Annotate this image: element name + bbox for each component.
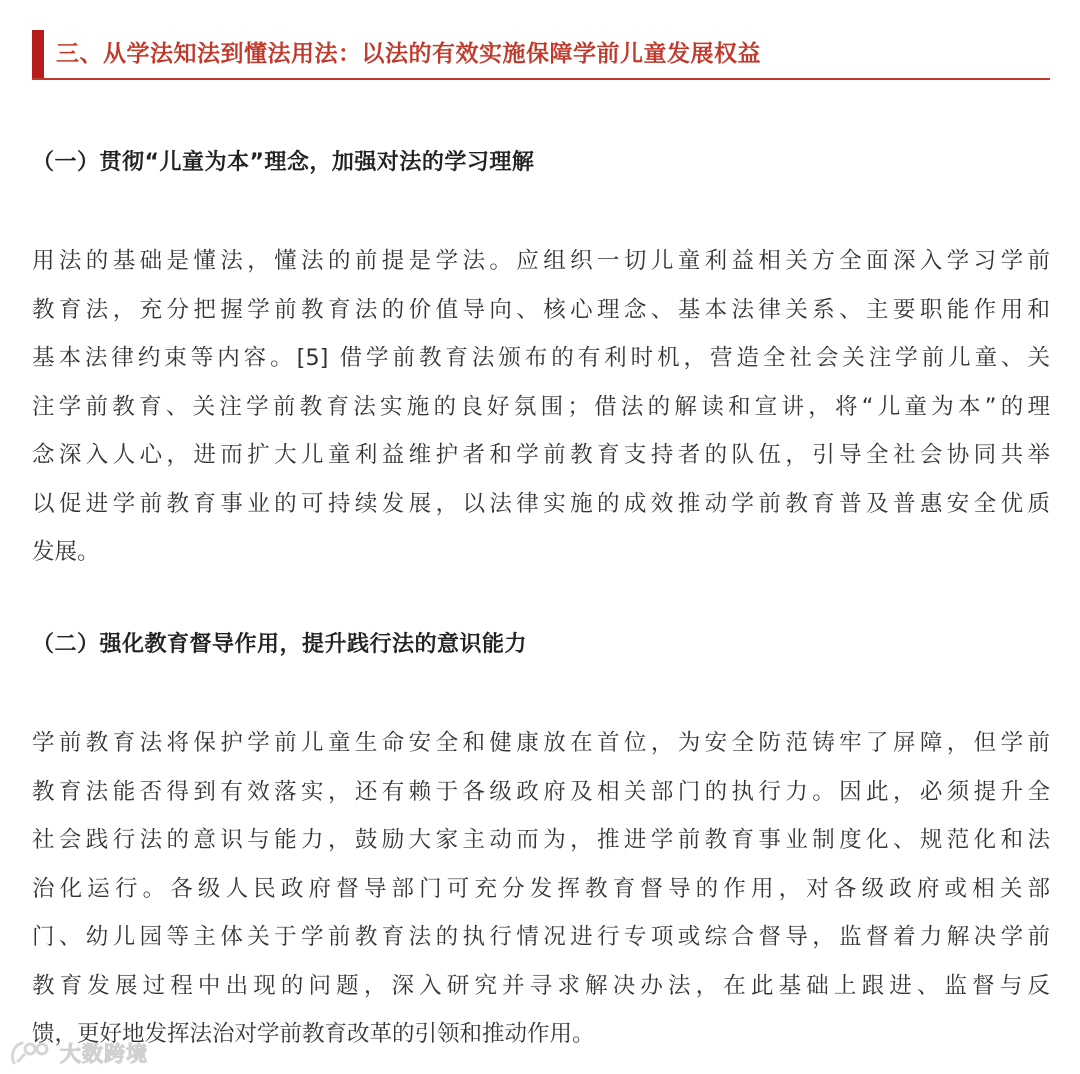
paragraph-line: 学前教育法将保护学前儿童生命安全和健康放在首位，为安全防范铸牢了屏障，但学前 bbox=[32, 730, 1050, 756]
paragraph-line: 门、幼儿园等主体关于学前教育法的执行情况进行专项或综合督导，监督着力解决学前 bbox=[32, 924, 1050, 950]
paragraph-line: 社会践行法的意识与能力，鼓励大家主动而为，推进学前教育事业制度化、规范化和法 bbox=[32, 827, 1050, 853]
subsection-heading-2: （二）强化教育督导作用，提升践行法的意识能力 bbox=[32, 632, 528, 657]
paragraph-line: 教育法能否得到有效落实，还有赖于各级政府及相关部门的执行力。因此，必须提升全 bbox=[32, 778, 1050, 805]
logo-icon bbox=[8, 1037, 58, 1069]
paragraph-line: 以促进学前教育事业的可持续发展，以法律实施的成效推动学前教育普及普惠安全优质 bbox=[32, 490, 1050, 517]
paragraph-2 bbox=[32, 719, 1050, 1059]
paragraph-1 bbox=[32, 237, 1050, 577]
paragraph-line: 用法的基础是懂法，懂法的前提是学法。应组织一切儿童利益相关方全面深入学习学前 bbox=[32, 248, 1050, 274]
paragraph-line: 基本法律约束等内容。[5] 借学前教育法颁布的有利时机，营造全社会关注学前儿童、关 bbox=[32, 345, 1050, 371]
paragraph-line: 教育法，充分把握学前教育法的价值导向、核心理念、基本法律关系、主要职能作用和 bbox=[32, 296, 1050, 323]
paragraph-line: 注学前教育、关注学前教育法实施的良好氛围；借法的解读和宣讲，将“儿童为本”的理 bbox=[32, 393, 1050, 420]
section-accent-bar bbox=[32, 30, 44, 78]
watermark bbox=[8, 1036, 148, 1070]
section-title: 三、从学法知法到懂法用法：以法的有效实施保障学前儿童发展权益 bbox=[56, 41, 761, 67]
paragraph-line: 馈，更好地发挥法治对学前教育改革的引领和推动作用。 bbox=[32, 1021, 595, 1047]
paragraph-line: 教育发展过程中出现的问题，深入研究并寻求解决办法，在此基础上跟进、监督与反 bbox=[32, 972, 1050, 999]
watermark-text: 大数跨境 bbox=[60, 1042, 148, 1066]
section-header bbox=[32, 30, 1050, 80]
paragraph-line: 念深入人心，进而扩大儿童利益维护者和学前教育支持者的队伍，引导全社会协同共举 bbox=[32, 442, 1050, 468]
paragraph-line: 发展。 bbox=[32, 539, 100, 565]
subsection-heading-1: （一）贯彻“儿童为本”理念，加强对法的学习理解 bbox=[32, 150, 535, 175]
paragraph-line: 治化运行。各级人民政府督导部门可充分发挥教育督导的作用，对各级政府或相关部 bbox=[32, 875, 1050, 902]
